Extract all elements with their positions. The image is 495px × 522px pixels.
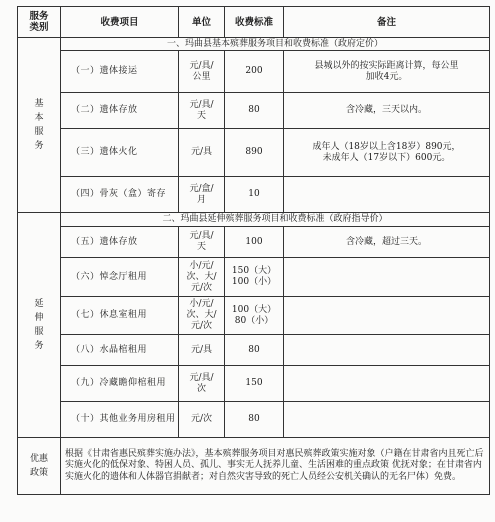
table-row — [18, 227, 490, 258]
price-cell: 100（大） 80（小） — [225, 297, 284, 335]
note-cell — [284, 335, 490, 366]
note-cell — [284, 366, 490, 402]
item-cell: （一）遗体接运 — [61, 51, 179, 93]
unit-cell: 小/元/ 次、大/ 元/次 — [179, 297, 225, 335]
header-item: 收费项目 — [61, 7, 179, 38]
table-row — [18, 177, 490, 213]
policy-row — [18, 438, 490, 495]
item-cell: （五）遗体存放 — [61, 227, 179, 258]
table-row — [18, 129, 490, 177]
item-cell: （九）冷藏瞻仰棺租用 — [61, 366, 179, 402]
unit-cell: 元/具/ 公里 — [179, 51, 225, 93]
header-row — [18, 7, 490, 38]
item-cell: （四）骨灰（盒）寄存 — [61, 177, 179, 213]
price-cell: 80 — [225, 335, 284, 366]
header-unit: 单位 — [179, 7, 225, 38]
category-extended: 延 伸 服 务 — [18, 213, 61, 438]
note-cell: 成年人（18岁以上含18岁）890元， 未成年人（17岁以下）600元。 — [284, 129, 490, 177]
section-extended-row — [18, 213, 490, 227]
policy-text: 根据《甘肃省惠民殡葬实施办法》，基本殡葬服务项目对惠民殡葬政策实施对象（户籍在甘肃省内且死亡后实施火化的低保对象、特困人员、孤儿、事实无人抚养儿童、生活困难的重点政策 优抚对象；在甘肃省内实施火化的遗体和人体器官捐献者；对自然灾害导致的死亡人员经公安机关确认的无名尸体）免费。 — [61, 438, 490, 495]
price-cell: 80 — [225, 93, 284, 129]
note-cell — [284, 402, 490, 438]
note-cell: 含冷藏，超过三天。 — [284, 227, 490, 258]
unit-cell: 元/具 — [179, 129, 225, 177]
price-cell: 10 — [225, 177, 284, 213]
table-row — [18, 258, 490, 297]
price-cell: 150（大） 100（小） — [225, 258, 284, 297]
note-cell: 县城以外的按实际距离计算，每公里 加收4元。 — [284, 51, 490, 93]
item-cell: （二）遗体存放 — [61, 93, 179, 129]
note-cell — [284, 177, 490, 213]
unit-cell: 元/具/ 天 — [179, 227, 225, 258]
unit-cell: 元/具/ 次 — [179, 366, 225, 402]
note-cell: 含冷藏，三天以内。 — [284, 93, 490, 129]
item-cell: （十）其他业务用房租用 — [61, 402, 179, 438]
unit-cell: 元/次 — [179, 402, 225, 438]
table-row — [18, 51, 490, 93]
price-cell: 200 — [225, 51, 284, 93]
section-basic-title: 一、玛曲县基本殡葬服务项目和收费标准（政府定价） — [61, 38, 490, 51]
table-row — [18, 297, 490, 335]
price-cell: 100 — [225, 227, 284, 258]
item-cell: （三）遗体火化 — [61, 129, 179, 177]
item-cell: （七）休息室租用 — [61, 297, 179, 335]
category-policy: 优惠 政策 — [18, 438, 61, 495]
price-cell: 80 — [225, 402, 284, 438]
table-row — [18, 335, 490, 366]
table-row — [18, 93, 490, 129]
item-cell: （六）悼念厅租用 — [61, 258, 179, 297]
section-extended-title: 二、玛曲县延伸殡葬服务项目和收费标准（政府指导价） — [61, 213, 490, 227]
category-basic: 基 本 服 务 — [18, 38, 61, 213]
item-cell: （八）水晶棺租用 — [61, 335, 179, 366]
header-standard: 收费标准 — [225, 7, 284, 38]
unit-cell: 小/元/ 次、大/ 元/次 — [179, 258, 225, 297]
note-cell — [284, 297, 490, 335]
unit-cell: 元/盒/ 月 — [179, 177, 225, 213]
section-basic-row — [18, 38, 490, 51]
table-row — [18, 402, 490, 438]
fee-table — [17, 6, 490, 495]
header-category: 服务 类别 — [18, 7, 61, 38]
unit-cell: 元/具/ 天 — [179, 93, 225, 129]
price-cell: 890 — [225, 129, 284, 177]
unit-cell: 元/具 — [179, 335, 225, 366]
note-cell — [284, 258, 490, 297]
header-note: 备注 — [284, 7, 490, 38]
price-cell: 150 — [225, 366, 284, 402]
table-row — [18, 366, 490, 402]
